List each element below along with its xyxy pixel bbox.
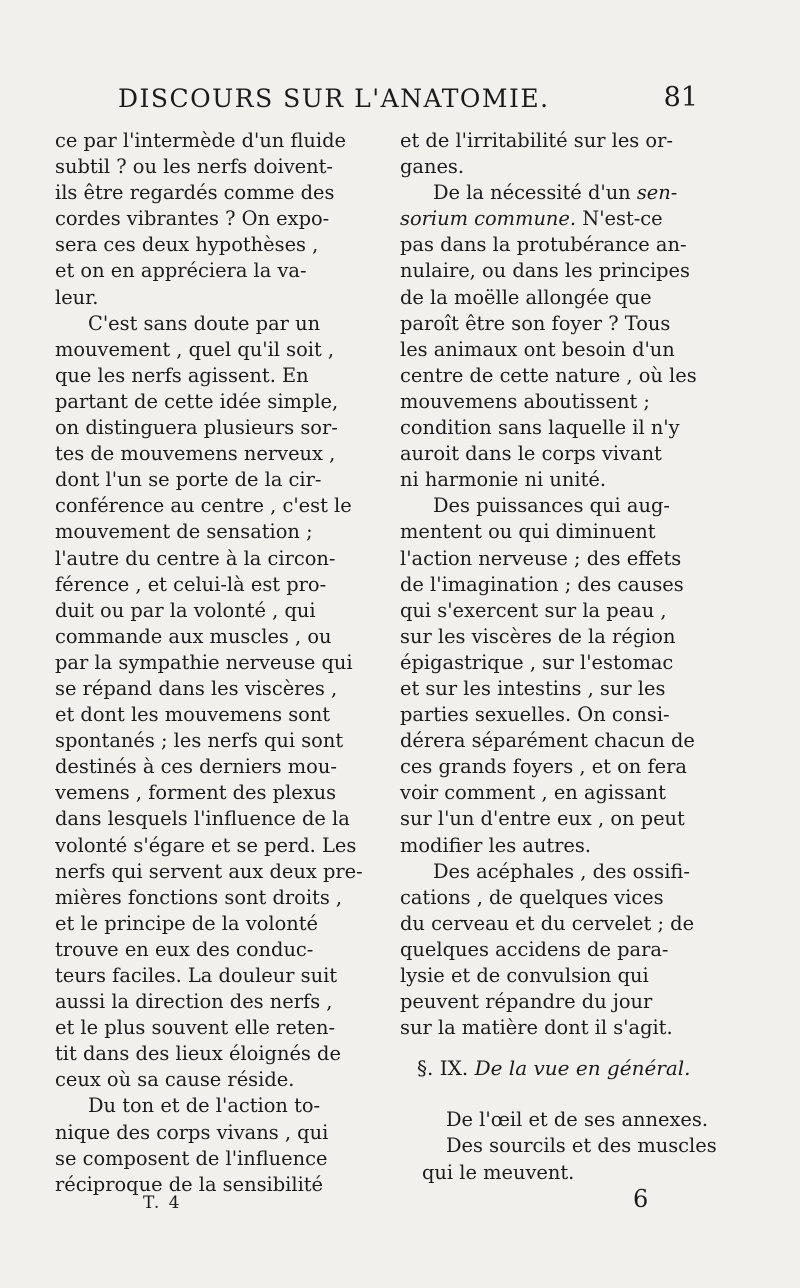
section-title: De la vue en général.	[474, 1056, 691, 1081]
text-line: paroît être son foyer ? Tous	[400, 311, 671, 335]
text-line: voir comment , en agissant	[400, 781, 666, 805]
text-line: dont l'un se porte de la cir-	[55, 468, 322, 492]
text-line: mentent ou qui diminuent	[400, 520, 656, 544]
text-line: dans lesquels l'influence de la	[55, 807, 350, 831]
text-line: et sur les intestins , sur les	[400, 676, 666, 700]
text-line: peuvent répandre du jour	[400, 990, 653, 1014]
spacer	[400, 1041, 740, 1055]
text-line: cordes vibrantes ? On expo-	[55, 207, 330, 231]
text-line: qui s'exercent sur la peau ,	[400, 598, 667, 622]
text-line: volonté s'égare et se perd. Les	[55, 833, 357, 857]
text-line: dérera séparément chacun de	[400, 729, 695, 753]
text-line: quelques accidens de para-	[400, 937, 669, 961]
text-line: ceux où sa cause réside.	[55, 1068, 295, 1092]
text-line: réciproque de la sensibilité	[55, 1172, 324, 1196]
right-column	[400, 128, 740, 1186]
text-line: duit ou par la volonté , qui	[55, 598, 316, 622]
text-line: nique des corps vivans , qui	[55, 1120, 329, 1144]
signature-mark: T. 4	[143, 1193, 182, 1213]
text-line	[400, 180, 740, 206]
left-column	[55, 128, 395, 1198]
text-line: du cerveau et du cervelet ; de	[400, 911, 695, 935]
text-line: conférence au centre , c'est le	[55, 494, 352, 518]
text-line: l'autre du centre à la circon-	[55, 546, 336, 570]
text-line: épigastrique , sur l'estomac	[400, 650, 674, 674]
text-line: mières fonctions sont droits ,	[55, 885, 343, 909]
text-line: centre de cette nature , où les	[400, 363, 697, 387]
text-line: condition sans laquelle il n'y	[400, 416, 680, 440]
text-line: nerfs qui servent aux deux pre-	[55, 859, 363, 883]
text-line: de l'imagination ; des causes	[400, 572, 684, 596]
text-line: pas dans la protubérance an-	[400, 233, 687, 257]
text-line: sur l'un d'entre eux , on peut	[400, 807, 685, 831]
running-title: DISCOURS SUR L'ANATOMIE.	[118, 84, 550, 113]
running-head	[118, 84, 698, 120]
italic-term: sen-	[636, 181, 678, 205]
text-line: vemens , forment des plexus	[55, 781, 337, 805]
text-line: Du ton et de l'action to-	[88, 1094, 321, 1118]
text-line: lysie et de convulsion qui	[400, 964, 649, 987]
text-line: mouvemens aboutissent ;	[400, 389, 650, 413]
text-line: leur.	[55, 285, 99, 309]
text-line: ils être regardés comme des	[55, 181, 335, 205]
text-line: ces grands foyers , et on fera	[400, 755, 687, 779]
text-line: Des puissances qui aug-	[433, 494, 670, 518]
text-run: De la nécessité d'un	[433, 181, 637, 205]
text-line: et le principe de la volonté	[55, 911, 318, 935]
section-label: §. IX.	[417, 1056, 469, 1081]
subsection-line: Des sourcils et des muscles	[446, 1134, 717, 1158]
italic-term: sorium commune.	[400, 207, 577, 231]
text-line: mouvement , quel qu'il soit ,	[55, 337, 335, 361]
subsection-line: De l'œil et de ses annexes.	[446, 1108, 709, 1132]
text-line: Des acéphales , des ossifi-	[433, 859, 690, 883]
text-line: qui le meuvent.	[422, 1160, 575, 1184]
text-line: mouvement de sensation ;	[55, 520, 313, 544]
text-line: se répand dans les viscères ,	[55, 676, 338, 700]
text-line: trouve en eux des conduc-	[55, 937, 314, 961]
text-line: modifier les autres.	[400, 833, 592, 857]
section-heading	[400, 1055, 740, 1081]
text-line: l'action nerveuse ; des effets	[400, 546, 682, 570]
text-line: tes de mouvemens nerveux ,	[55, 442, 336, 466]
text-line: ganes.	[400, 155, 465, 179]
text-line: que les nerfs agissent. En	[55, 363, 309, 387]
text-line: aussi la direction des nerfs ,	[55, 990, 333, 1014]
text-line: les animaux ont besoin d'un	[400, 337, 675, 361]
text-line: sur la matière dont il s'agit.	[400, 1016, 673, 1040]
text-line: auroit dans le corps vivant	[400, 442, 662, 466]
text-line: tit dans des lieux éloignés de	[55, 1042, 341, 1066]
text-line	[400, 206, 740, 232]
text-line: et on en appréciera la va-	[55, 259, 307, 283]
spacer	[400, 1081, 740, 1107]
text-line: teurs faciles. La douleur suit	[55, 964, 338, 987]
text-line: parties sexuelles. On consi-	[400, 703, 670, 727]
text-line: ni harmonie ni unité.	[400, 468, 607, 492]
text-line: se composent de l'influence	[55, 1146, 328, 1170]
text-line: nulaire, ou dans les principes	[400, 259, 690, 283]
text-line: férence , et celui-là est pro-	[55, 572, 327, 596]
text-line: destinés à ces derniers mou-	[55, 755, 337, 779]
text-line: sur les viscères de la région	[400, 624, 676, 648]
text-line: spontanés ; les nerfs qui sont	[55, 729, 344, 753]
text-line: ce par l'intermède d'un fluide	[55, 129, 346, 152]
text-line: par la sympathie nerveuse qui	[55, 650, 353, 674]
page-number: 81	[663, 82, 698, 113]
signature-number: 6	[633, 1185, 649, 1213]
text-line: de la moëlle allongée que	[400, 285, 652, 309]
text-line: cations , de quelques vices	[400, 885, 664, 909]
text-line: subtil ? ou les nerfs doivent-	[55, 155, 333, 179]
text-line: partant de cette idée simple,	[55, 389, 339, 413]
text-line: on distinguera plusieurs sor-	[55, 416, 338, 440]
text-line: C'est sans doute par un	[88, 311, 321, 335]
text-line: et dont les mouvemens sont	[55, 703, 331, 727]
text-line: et le plus souvent elle reten-	[55, 1016, 336, 1040]
text-run: N'est-ce	[576, 207, 663, 231]
text-line: commande aux muscles , ou	[55, 624, 332, 648]
text-line: sera ces deux hypothèses ,	[55, 233, 319, 257]
text-line: et de l'irritabilité sur les or-	[400, 129, 673, 152]
